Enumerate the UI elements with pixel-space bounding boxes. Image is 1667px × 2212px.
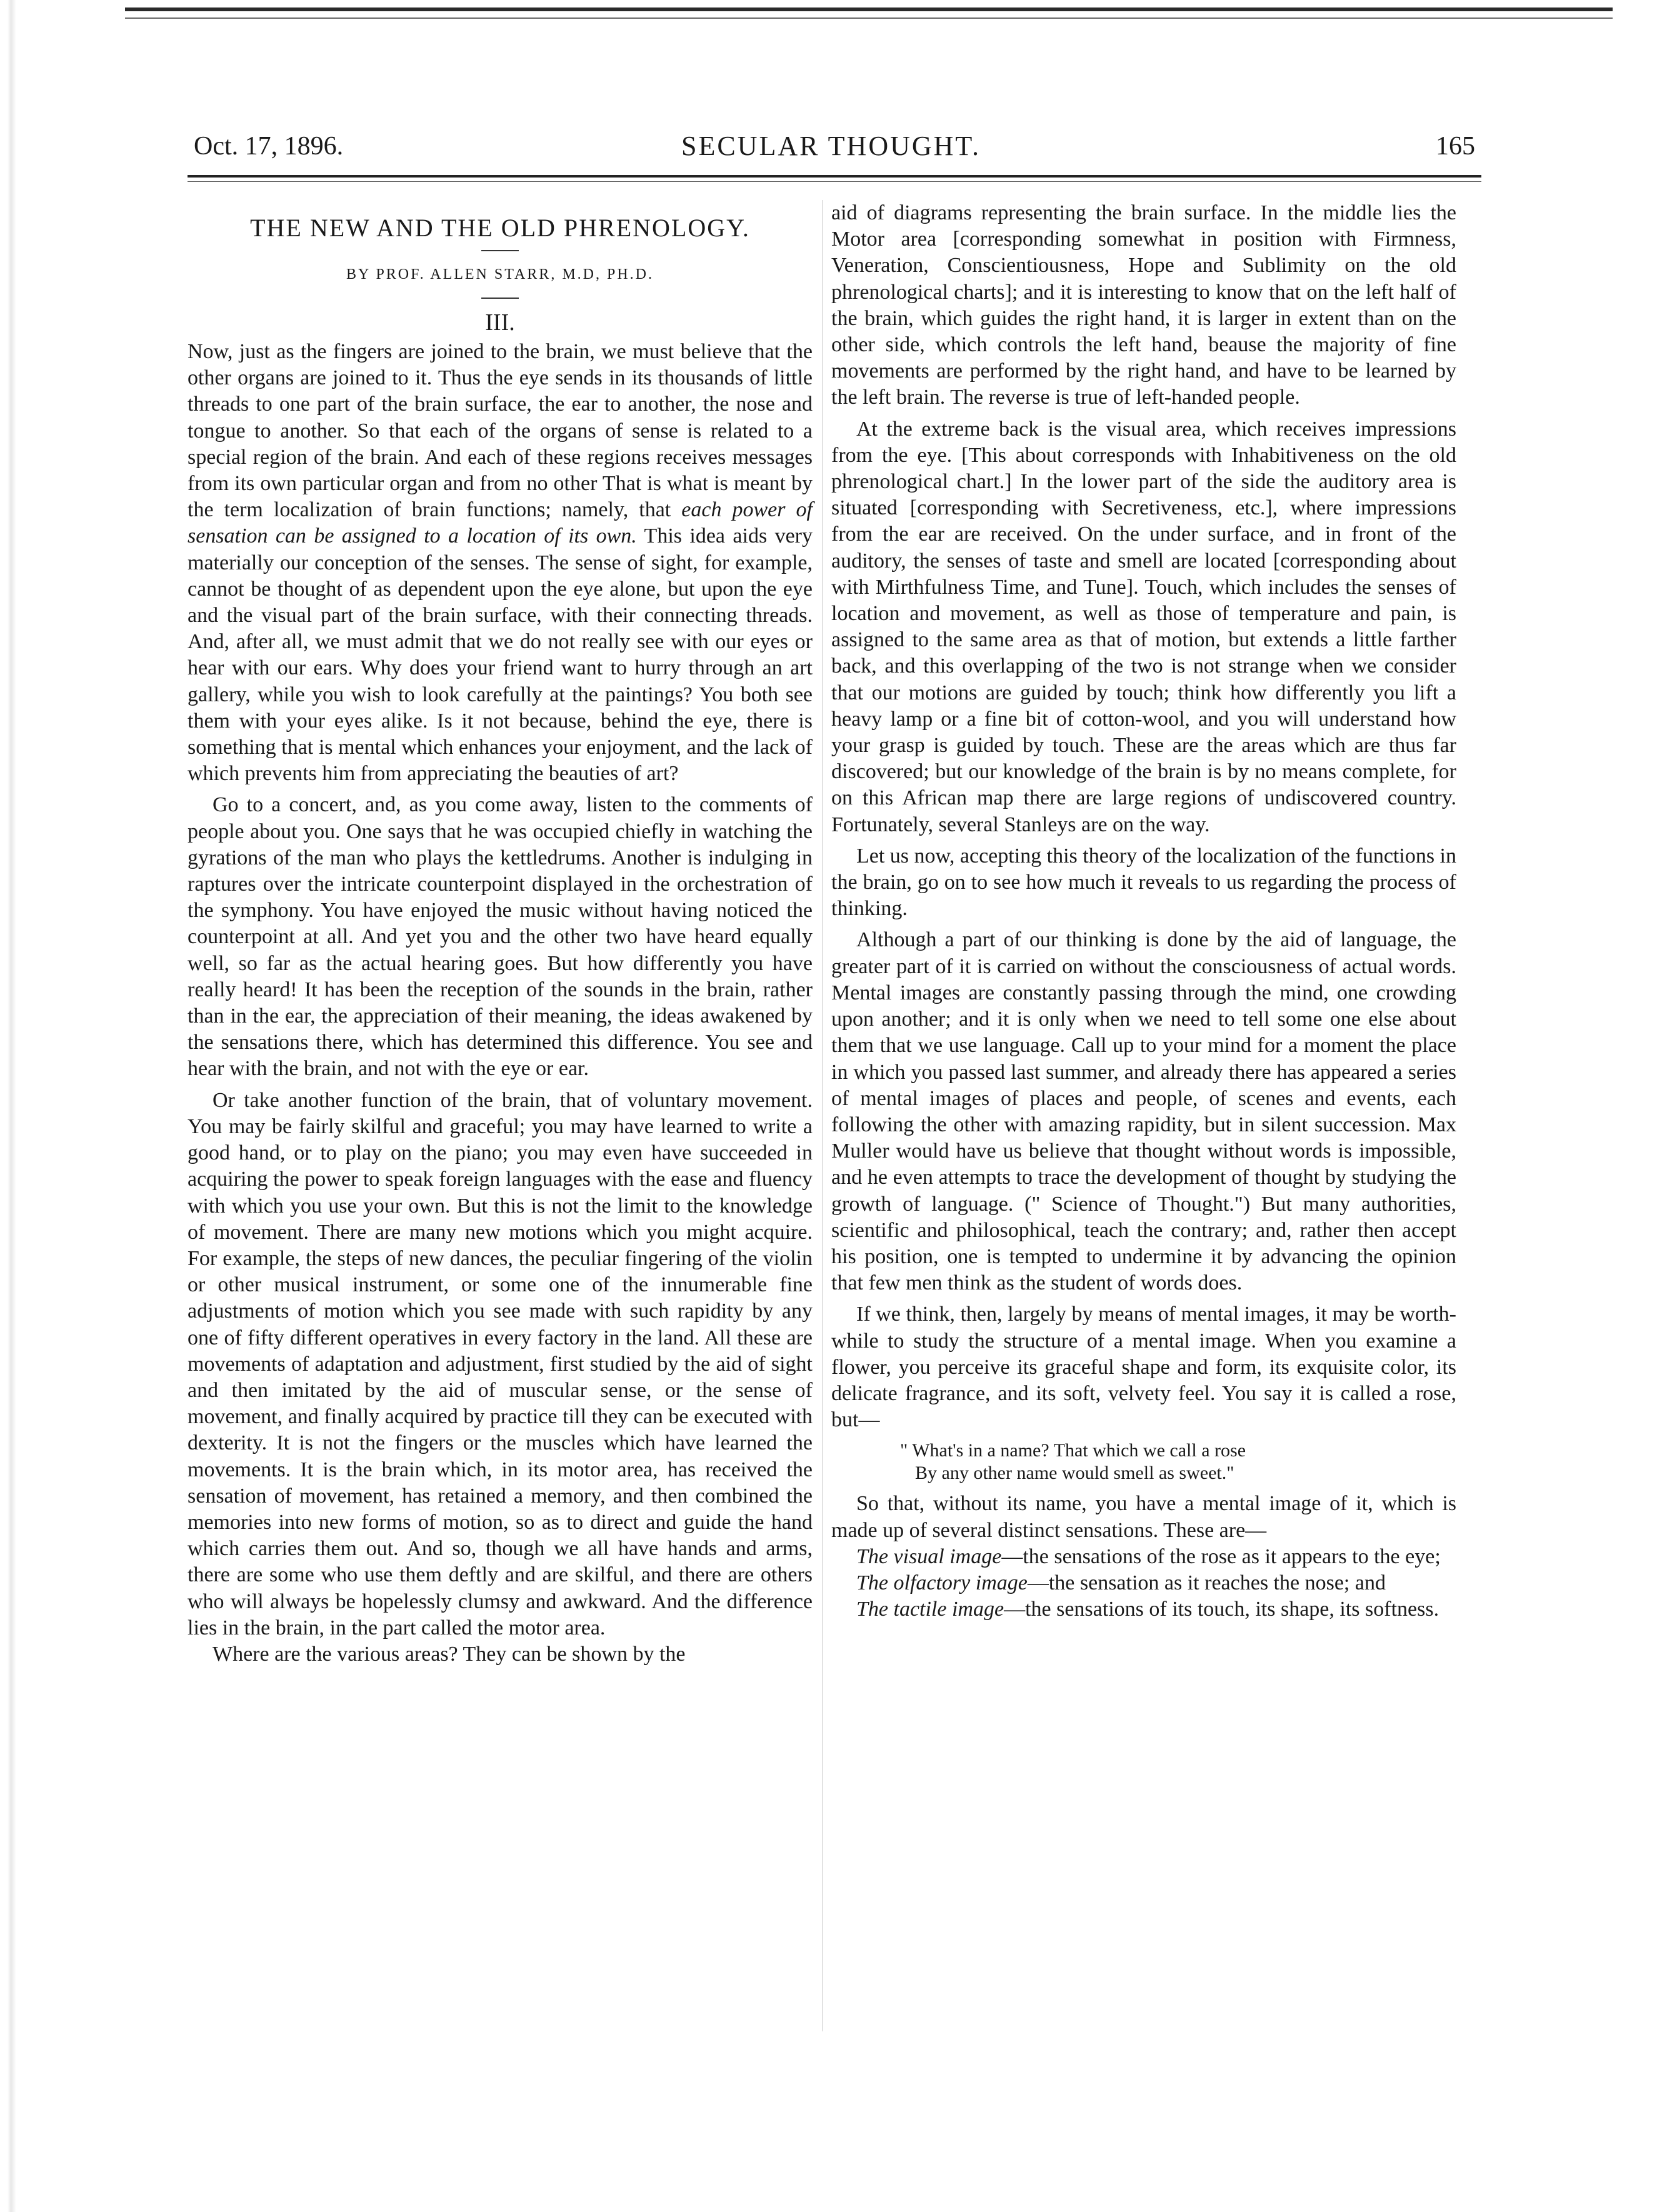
tactile-image-text: —the sensations of its touch, its shape, its softness. [1004,1598,1439,1621]
paragraph-areas: Where are the various areas? They can be shown by the [213,1642,686,1666]
paragraph-olfactory-image [831,1570,1456,1596]
publication-title: SECULAR THOUGHT. [681,131,981,161]
byline-rule [481,298,519,299]
olfactory-image-label: The olfactory image [856,1571,1028,1594]
right-column [831,200,1456,1623]
scan-edge-shadow [8,0,16,2212]
verse-quote [900,1439,1456,1484]
column-divider [822,200,823,2031]
tactile-image-label: The tactile image [856,1598,1004,1621]
title-rule [481,250,519,251]
header-rule [188,175,1481,178]
paragraph-text: This idea aids very materially our conception of the senses. The sense of sight, for example, cannot be thought of as dependent upon the eye alone, but upon the eye and the visual part of the brain surface, with their connecting threads. And, after all, we must admit that we do not really see with our eyes or hear with our ears. Why does your friend want to hurry through an art gallery, while you wish to look carefully at the paintings? You both see them with your eyes alike. Is it not because, behind the eye, there is something that is mental which enhances your enjoyment, and the lack of which prevents him from appreciating the beauties of art? [188,524,813,786]
top-border-rule-thin [125,18,1613,19]
paragraph-language: Although a part of our thinking is done by the aid of language, the greater part of it is carried on without the consciousness of actual words. Mental images are constantly passing through the mind, one crowding upon another; and it is only when we need to tell some one else about them that we use language. Call up to your mind for a moment the place in which you passed last summer, and already there has appeared a series of mental images of places and people, of scenes and events, each following the other with amazing rapidity, but in silent succession. Max Muller would have us believe that thought without words is impossible, and he even attempts to trace the development of thought by studying the growth of language. (" Science of Thought.") But many authorities, scientific and philosophical, teach the contrary; and, rather then accept his position, one is tempted to undermine it by advancing the opinion that few men think as the student of words does. [831,928,1456,1295]
paragraph-thinking: Let us now, accepting this theory of the localization of the functions in the brain, go on to see how much it reveals to us regarding the process of thinking. [831,844,1456,921]
page-number: 165 [1436,132,1475,161]
paragraph-localization [188,339,813,787]
article-title: THE NEW AND THE OLD PHRENOLOGY. [250,214,750,242]
verse-line-1: " What's in a name? That which we call a rose [900,1440,1246,1461]
article-byline: BY PROF. ALLEN STARR, M.D, PH.D. [346,266,654,283]
paragraph-movement: Or take another function of the brain, that of voluntary movement. You may be fairly skilful and graceful; you may have learned to write a good hand, or to play on the piano; you may even have succeeded in acquiring the power to speak foreign languages with the ease and fluency with which you use your own. But this is not the limit to the knowledge of movement. There are many new motions which you might acquire. For example, the steps of new dances, the peculiar fingering of the violin or other musical instrument, or some one of the innumerable fine adjustments of motion which you see made with such rapidity by any one of fifty different operatives in every factory in the land. All these are movements of adaptation and adjustment, first studied by the aid of sight and then imitated by the aid of muscular sense, or the sense of movement, and finally acquired by practice till they can be executed with dexterity. It is not the fingers or the muscles which have learned the movements. It is the brain which, in its motor area, has received the sensation of movement, has retained a memory, and then combined the memories into new forms of motion, so as to direct and guide the hand which carries them out. And so, though we all have hands and arms, there are some who use them deftly and are skilful, and there are others who will always be hopelessly clumsy and awkward. And the difference lies in the brain, in the part called the motor area. [188,1088,813,1639]
paragraph-text: Now, just as the fingers are joined to the brain, we must believe that the other organs are joined to it. Thus the eye sends in its thousands of little threads to one part of the brain surface, the ear to another, the nose and tongue to another. So that each of the organs of sense is related to a special region of the brain. And each of these regions receives messages from its own particular organ and from no other That is what is meant by the term localization of brain functions; namely, that [188,340,813,522]
section-number: III. [485,309,515,336]
page-header [188,125,1481,169]
emphasized-text: each power of sensation can be assigned to a location of its own. [188,498,813,548]
left-column [188,200,813,1668]
visual-image-text: —the sensations of the rose as it appears to the eye; [1001,1544,1441,1568]
top-border-rule [125,8,1613,11]
header-rule-thin [188,181,1481,182]
issue-date: Oct. 17, 1896. [194,132,344,161]
olfactory-image-text: —the sensation as it reaches the nose; and [1027,1571,1386,1594]
paragraph-visual-area: At the extreme back is the visual area, which receives impressions from the eye. [This about corresponds with Inhabitiveness on the old phrenological chart.] In the lower part of the side the auditory area is situated [corresponding with Secretiveness, etc.], where impressions from the ear are received. On the under surface, and in front of the auditory, the senses of taste and smell are located [corresponding about with Mirthfulness Time, and Tune]. Touch, which includes the senses of location and movement, as well as those of temperature and pain, is assigned to the same area as that of motion, but extends a little farther back, and this overlapping of the two is not strange when we consider that our motions are guided by touch; think how differently you lift a heavy lamp or a fine bit of cotton-wool, and you will understand how your grasp is guided by touch. These are the areas which are thus far discovered; but our knowledge of the brain is by no means complete, for on this African map there are large regions of undiscovered country. Fortunately, several Stanleys are on the way. [831,417,1456,836]
visual-image-label: The visual image [856,1544,1002,1568]
paragraph-sensations: So that, without its name, you have a mental image of it, which is made up of several distinct sensations. These are— [831,1492,1456,1542]
paragraph-visual-image [831,1544,1456,1570]
paragraph-concert: Go to a concert, and, as you come away, listen to the comments of people about you. One says that he was occupied chiefly in watching the gyrations of the man who plays the kettledrums. Another is indulging in raptures over the intricate counterpoint displayed in the orchestration of the symphony. You have enjoyed the music without having noticed the counterpoint at all. And yet you and the other two have heard equally well, so far as the actual hearing goes. But how differently you have really heard! It has been the reception of the sounds in the brain, rather than in the ear, the appreciation of their meaning, the ideas awakened by the sensations there, which has determined this difference. You see and hear with the brain, and not with the eye or ear. [188,793,813,1081]
paragraph-tactile-image [831,1596,1456,1623]
paragraph-mental-image: If we think, then, largely by means of mental images, it may be worth-while to study the structure of a mental image. When you examine a flower, you perceive its graceful shape and form, its exquisite color, its delicate fragrance, and its soft, velvety feel. You say it is called a rose, but— [831,1303,1456,1432]
verse-line-2: By any other name would smell as sweet." [915,1463,1234,1484]
paragraph-motor-area: aid of diagrams representing the brain surface. In the middle lies the Motor area [corresponding somewhat in position with Firmness, Veneration, Conscientiousness, Hope and Sublimity on the old phrenological charts]; and it is interesting to know that on the left half of the brain, which guides the right hand, it is larger in extent than on the other side, which controls the left hand, beause the majority of fine movements are performed by the right hand, and have to be learned by the left brain. The reverse is true of left-handed people. [831,201,1456,409]
